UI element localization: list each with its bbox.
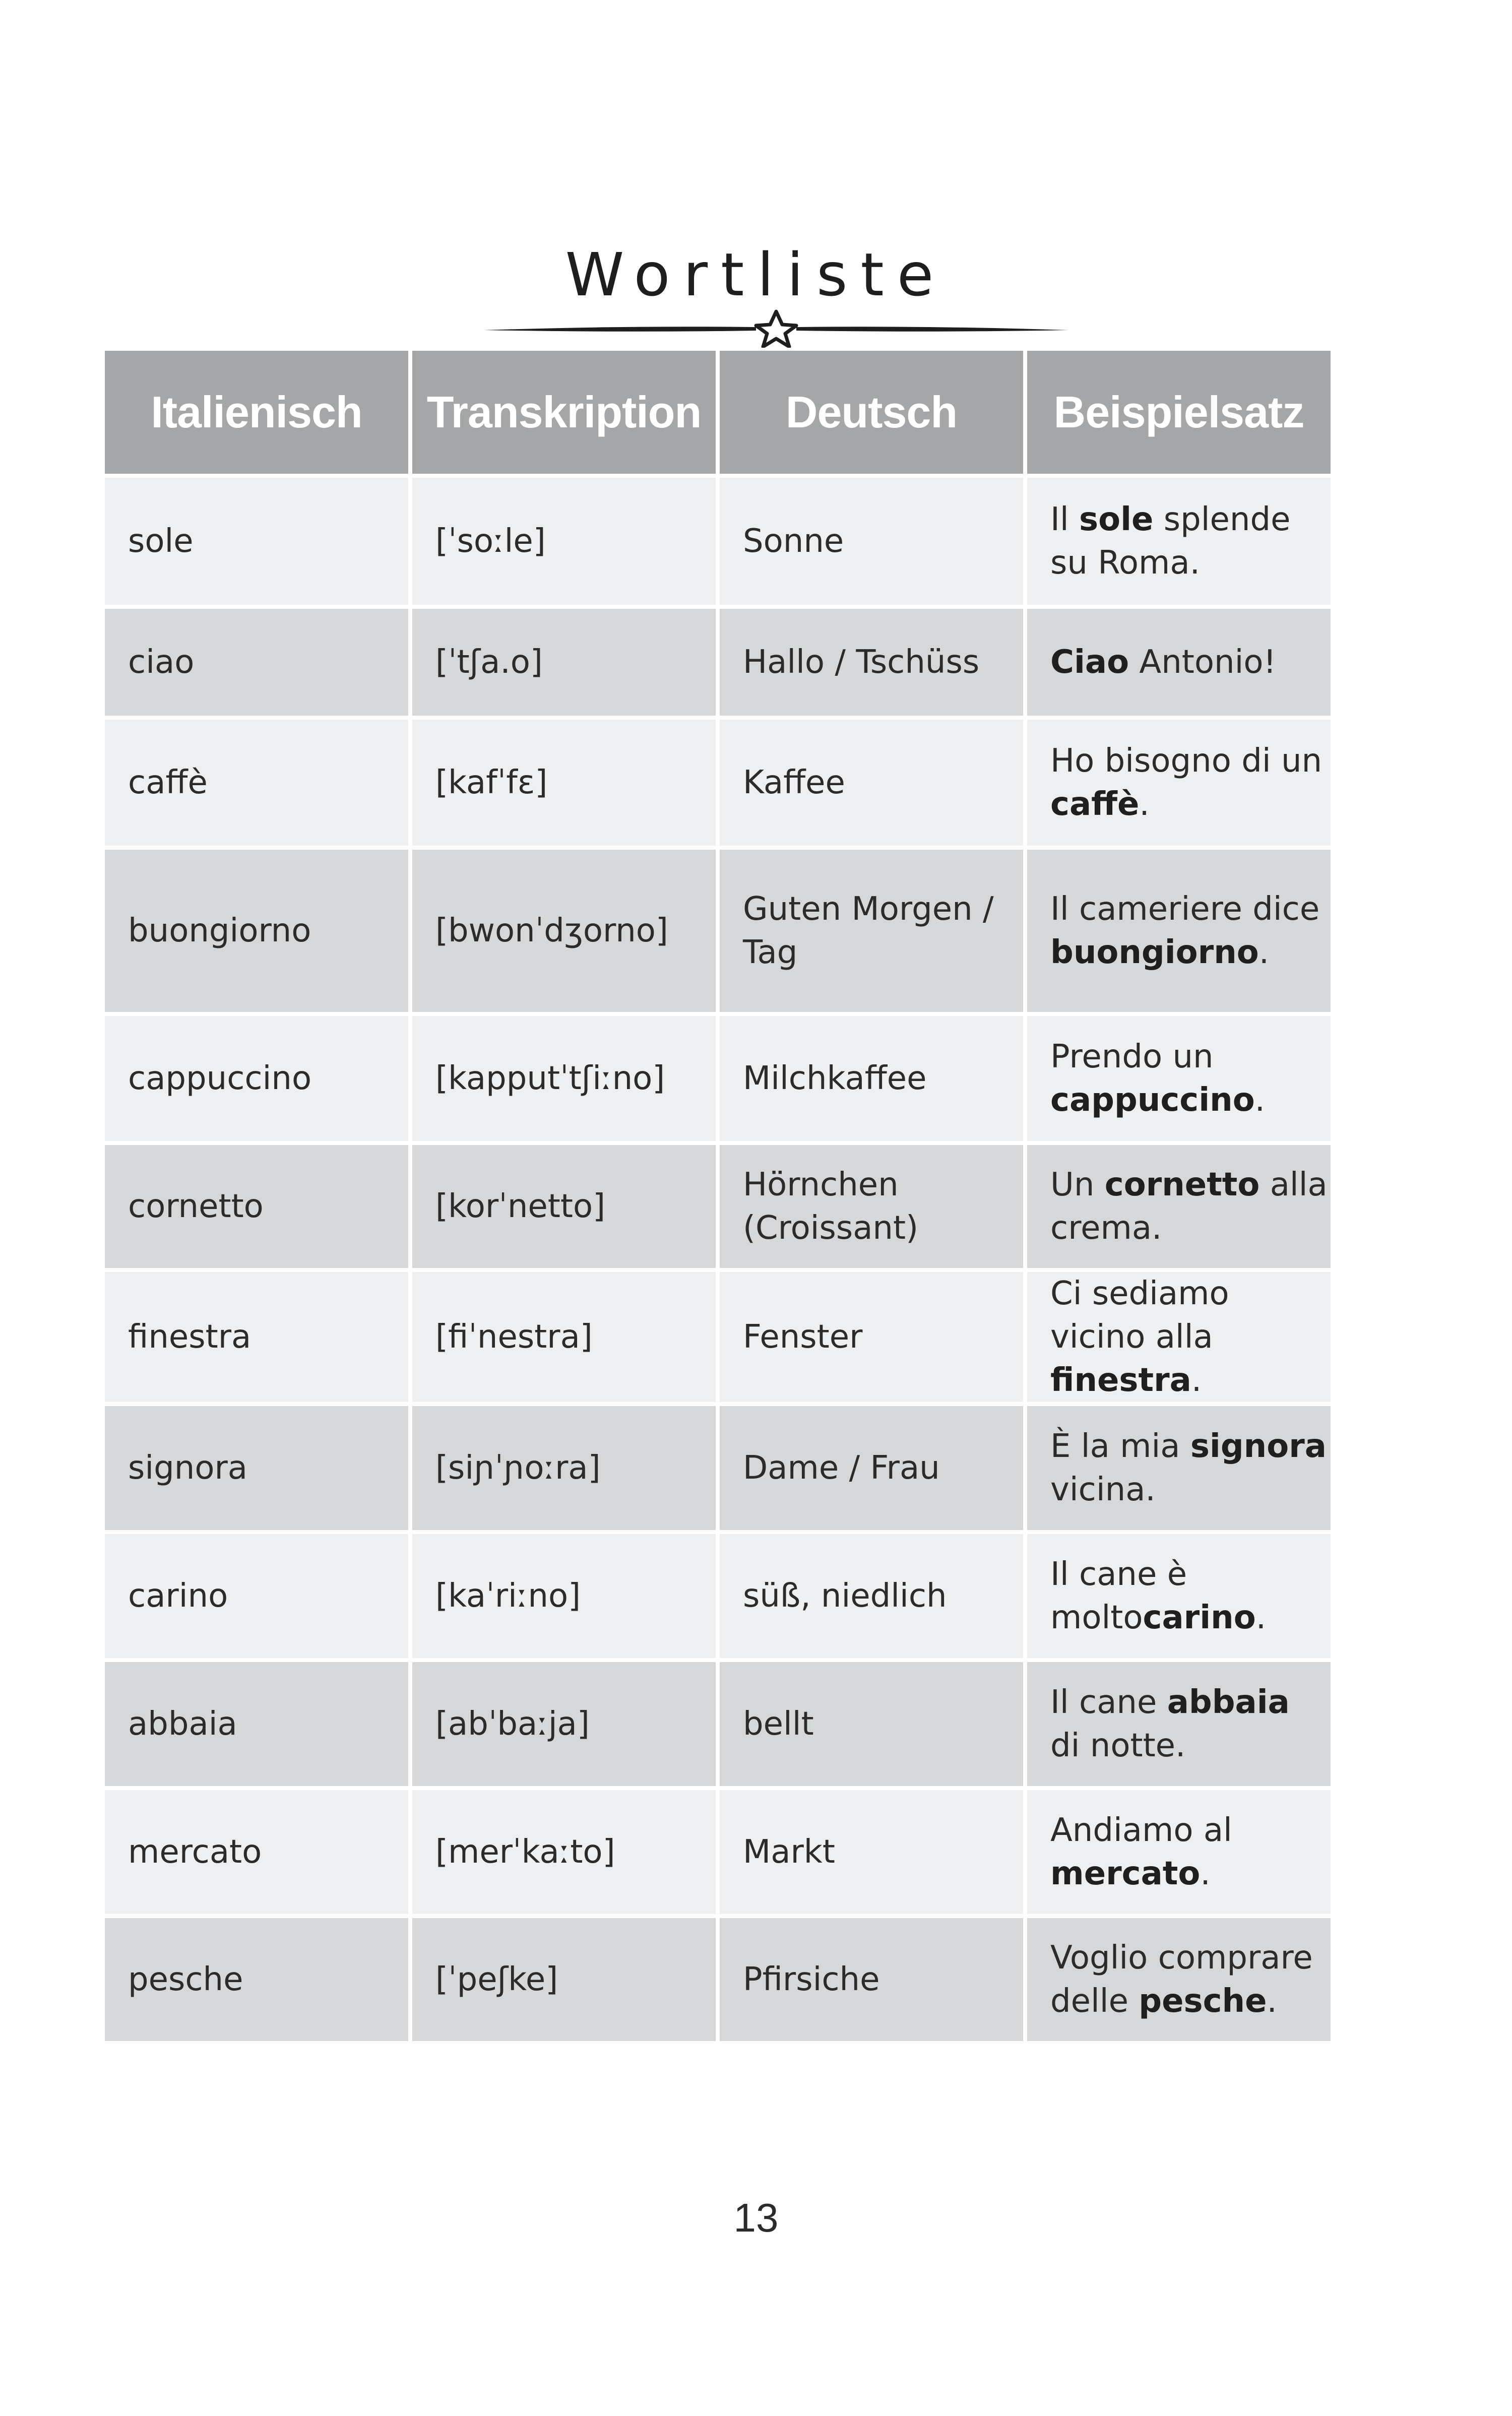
header-transcription: Transkription (412, 351, 716, 474)
italian-cell: carino (105, 1534, 408, 1658)
example-keyword: sole (1079, 501, 1154, 538)
example-text: . (1191, 1362, 1202, 1399)
example-cell (1027, 850, 1331, 1012)
example-text: Il cameriere dice (1050, 891, 1320, 928)
example-text: Prendo un (1050, 1038, 1214, 1075)
table-row (105, 720, 1331, 846)
example-text: alla crema. (1050, 1166, 1328, 1247)
example-keyword: buongiorno (1050, 934, 1259, 971)
example-cell (1027, 1145, 1331, 1268)
example-text: Ho bisogno di un (1050, 742, 1322, 780)
example-text: Antonio! (1129, 644, 1277, 681)
transcription-cell: [korˈnetto] (412, 1145, 716, 1268)
italian-cell: cornetto (105, 1145, 408, 1268)
table-row (105, 1406, 1331, 1530)
transcription-cell: [ˈtʃa.o] (412, 609, 716, 716)
italian-cell: cappuccino (105, 1016, 408, 1141)
example-keyword: finestra (1050, 1362, 1191, 1399)
table-row (105, 609, 1331, 716)
example-cell (1027, 720, 1331, 846)
german-cell: Fenster (720, 1272, 1023, 1402)
example-keyword: cappuccino (1050, 1082, 1255, 1119)
example-text: . (1139, 786, 1150, 823)
table-row (105, 1272, 1331, 1402)
table-row (105, 1662, 1331, 1786)
example-text: . (1254, 1082, 1265, 1119)
transcription-cell: [kafˈfɛ] (412, 720, 716, 846)
table-row (105, 1016, 1331, 1141)
table-row (105, 478, 1331, 605)
italian-cell: caffè (105, 720, 408, 846)
transcription-cell: [kaˈriːno] (412, 1534, 716, 1658)
german-cell: süß, niedlich (720, 1534, 1023, 1658)
table-row (105, 1534, 1331, 1658)
header-german: Deutsch (720, 351, 1023, 474)
transcription-cell: [fiˈnestra] (412, 1272, 716, 1402)
example-cell (1027, 1662, 1331, 1786)
transcription-cell: [merˈkaːto] (412, 1790, 716, 1914)
example-cell (1027, 1406, 1331, 1530)
italian-cell: sole (105, 478, 408, 605)
german-cell: Sonne (720, 478, 1023, 605)
german-cell: Markt (720, 1790, 1023, 1914)
example-text: Voglio comprare delle (1050, 1939, 1313, 2020)
italian-cell: signora (105, 1406, 408, 1530)
example-keyword: pesche (1139, 1983, 1267, 2020)
example-cell (1027, 1918, 1331, 2041)
italian-cell: mercato (105, 1790, 408, 1914)
transcription-cell: [bwonˈdʒorno] (412, 850, 716, 1012)
example-keyword: carino (1143, 1599, 1256, 1636)
header-italian: Italienisch (105, 351, 408, 474)
german-cell: Kaffee (720, 720, 1023, 846)
example-cell (1027, 1790, 1331, 1914)
example-cell (1027, 478, 1331, 605)
page-number: 13 (733, 2195, 779, 2240)
page-title: Wortliste (565, 240, 947, 309)
german-cell: bellt (720, 1662, 1023, 1786)
example-text: . (1200, 1855, 1211, 1892)
example-keyword: mercato (1050, 1855, 1201, 1892)
transcription-cell: [siɲˈɲoːra] (412, 1406, 716, 1530)
example-text: . (1258, 934, 1270, 971)
example-cell (1027, 609, 1331, 716)
example-text: . (1255, 1599, 1267, 1636)
example-keyword: abbaia (1167, 1684, 1290, 1721)
example-text: Ci sediamo vicino alla (1050, 1275, 1229, 1356)
table-header-row (105, 351, 1331, 474)
star-divider-ornament (474, 302, 1079, 348)
italian-cell: pesche (105, 1918, 408, 2041)
example-keyword: caffè (1050, 786, 1140, 823)
word-list-table (101, 347, 1335, 2045)
example-cell (1027, 1534, 1331, 1658)
example-keyword: cornetto (1104, 1166, 1260, 1203)
example-text: . (1267, 1983, 1277, 2020)
example-cell (1027, 1016, 1331, 1141)
example-text: di notte. (1050, 1727, 1186, 1764)
table-row (105, 1918, 1331, 2041)
example-text: Il cane è molto (1050, 1556, 1187, 1636)
example-text: Un (1050, 1166, 1105, 1203)
table-row (105, 1790, 1331, 1914)
italian-cell: ciao (105, 609, 408, 716)
table-row (105, 850, 1331, 1012)
german-cell: Hörnchen (Croissant) (720, 1145, 1023, 1268)
example-text: Andiamo al (1050, 1812, 1232, 1849)
transcription-cell: [ˈpeʃke] (412, 1918, 716, 2041)
german-cell: Guten Morgen / Tag (720, 850, 1023, 1012)
transcription-cell: [ˈsoːle] (412, 478, 716, 605)
example-text: Il (1050, 501, 1079, 538)
example-text: vicina. (1050, 1471, 1156, 1508)
example-keyword: signora (1190, 1428, 1327, 1465)
transcription-cell: [kapputˈtʃiːno] (412, 1016, 716, 1141)
german-cell: Milchkaffee (720, 1016, 1023, 1141)
example-cell (1027, 1272, 1331, 1402)
example-keyword: Ciao (1050, 644, 1129, 681)
table-row (105, 1145, 1331, 1268)
german-cell: Pfirsiche (720, 1918, 1023, 2041)
example-text: splende su Roma. (1050, 501, 1291, 582)
italian-cell: abbaia (105, 1662, 408, 1786)
example-text: Il cane (1050, 1684, 1167, 1721)
italian-cell: buongiorno (105, 850, 408, 1012)
header-example: Beispielsatz (1027, 351, 1331, 474)
example-text: È la mia (1050, 1428, 1190, 1465)
german-cell: Hallo / Tschüss (720, 609, 1023, 716)
italian-cell: finestra (105, 1272, 408, 1402)
transcription-cell: [abˈbaːja] (412, 1662, 716, 1786)
german-cell: Dame / Frau (720, 1406, 1023, 1530)
